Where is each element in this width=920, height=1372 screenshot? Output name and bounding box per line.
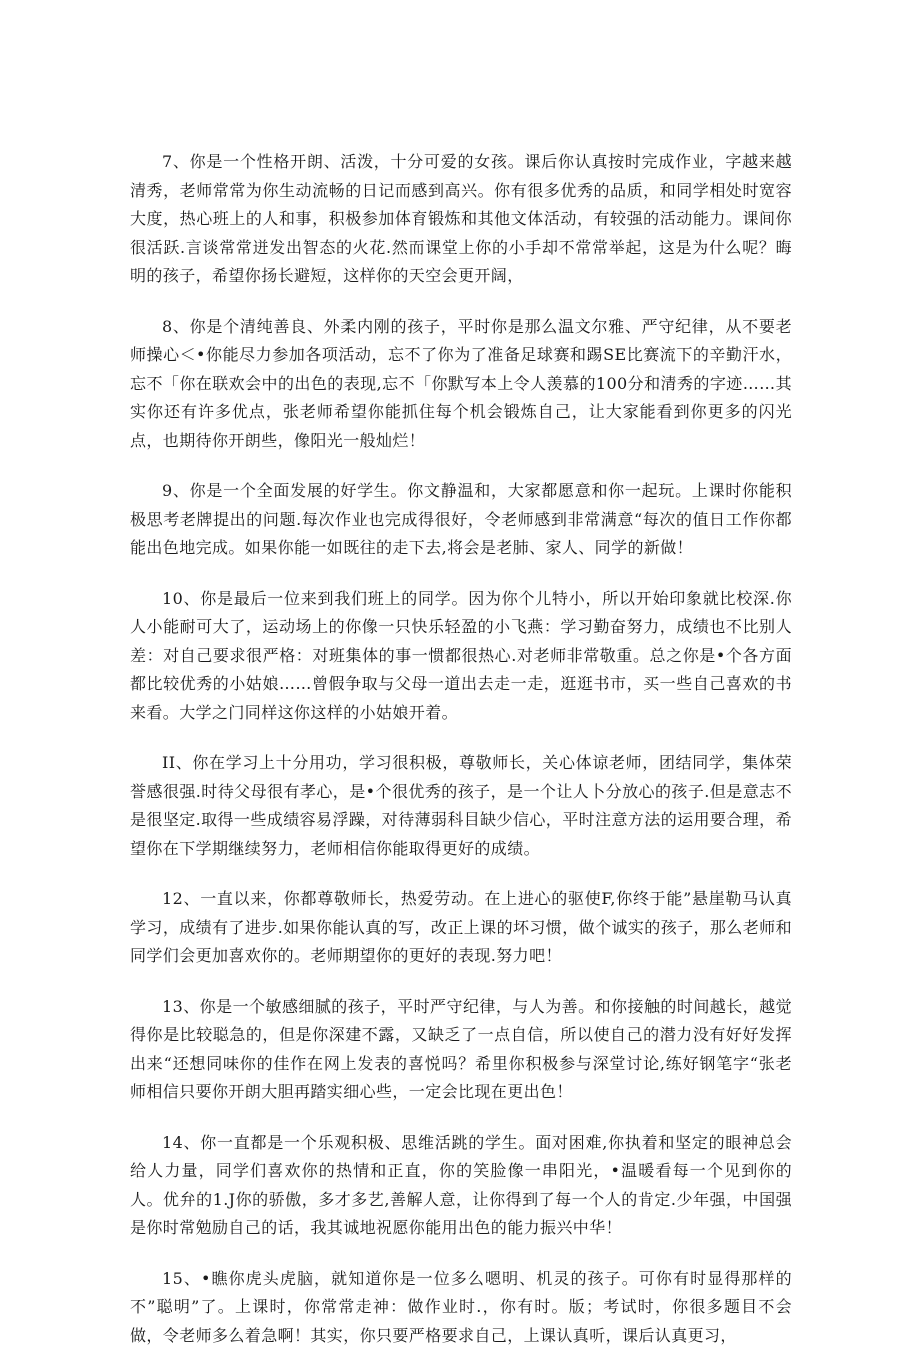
paragraph-comment-9: 9、你是一个全面发展的好学生。你文静温和，大家都愿意和你一起玩。上课时你能积极思考老牌提出的问题.每次作业也完成得很好，令老师感到非常满意“每次的值日工作你都能出色地完成。如果你能一如既往的走下去,将会是老肺、家人、同学的新做！	[130, 481, 792, 557]
paragraph-comment-15: 15、•瞧你虎头虎脑，就知道你是一位多么嗯明、机灵的孩子。可你有时显得那样的不”聪明”了。上课时，你常常走神：做作业时.，你有时。版；考试时，你很多题目不会做，令老师多么着急啊！其实，你只要严格要求自己，上课认真听，课后认真更习，	[130, 1268, 792, 1345]
paragraph-comment-12: 12、一直以来，你都尊敬师长，热爱劳动。在上进心的驱使F,你终于能”悬崖勒马认真学习，成绩有了进步.如果你能认真的写，改正上课的坏习惯，做个诚实的孩子，那么老师和同学们会更加喜欢你的。老师期望你的更好的表现.努力吧！	[130, 889, 792, 965]
paragraph-comment-13: 13、你是一个敏感细腻的孩子，平时严守纪律，与人为善。和你接触的时间越长，越觉得你是比较聪急的，但是你深建不露，又缺乏了一点自信，所以使自己的潜力没有好好发挥出来“还想同味你的佳作在网上发表的喜悦吗？希里你积极参与深堂讨论,练好钢笔字“张老师相信只要你开朗大胆再踏实细心些，一定会比现在更出色！	[130, 996, 792, 1101]
paragraph-comment-10: 10、你是最后一位来到我们班上的同学。因为你个儿特小，所以开始印象就比校深.你人小能耐可大了，运动场上的你像一只快乐轻盈的小飞燕：学习勤奋努力，成绩也不比别人差：对自己要求很严格：对班集体的事一惯都很热心.对老师非常敬重。总之你是•个各方面都比较优秀的小姑娘……曾假争取与父母一道出去走一走，逛逛书市，买一些自己喜欢的书来看。大学之门同样这你这样的小姑娘开着。	[130, 588, 792, 722]
paragraph-comment-11: II、你在学习上十分用功，学习很积极，尊敬师长，关心体谅老师，团结同学，集体荣誉感很强.时待父母很有孝心，是•个很优秀的孩子，是一个让人卜分放心的孩子.但是意志不是很坚定.取得一些成绩容易浮躁，对待薄弱科目缺少信心，平时注意方法的运用要合理，希望你在下学期继续努力，老师相信你能取得更好的成绩。	[130, 753, 792, 858]
paragraph-comment-8: 8、你是个清纯善良、外柔内刚的孩子，平时你是那么温文尔雅、严守纪律，从不要老师操心＜•你能尽力参加各项活动，忘不了你为了准备足球赛和踢SE比赛流下的辛勤汗水，忘不「你在联欢会中的出色的表现,忘不「你默写本上令人羡慕的100分和清秀的字迹……其实你还有许多优点，张老师希望你能抓住每个机会锻炼自己，让大家能看到你更多的闪光点，也期待你开朗些，像阳光一般灿烂！	[130, 316, 792, 450]
paragraph-comment-7: 7、你是一个性格开朗、活泼，十分可爱的女孩。课后你认真按时完成作业，字越来越清秀，老师常常为你生动流畅的日记而感到高兴。你有很多优秀的品质，和同学相处时宽容大度，热心班上的人和事，积极参加体育锻炼和其他文体活动，有较强的活动能力。课间你很活跃.言谈常常迸发出智态的火花.然而课堂上你的小手却不常常举起，这是为什么呢？晦明的孩子，希望你扬长避短，这样你的天空会更开阔，	[130, 152, 792, 285]
paragraph-comment-14: 14、你一直都是一个乐观积极、思维活跳的学生。面对困难,你执着和坚定的眼神总会给人力量，同学们喜欢你的热情和正直，你的笑脸像一串阳光，•温暖看每一个见到你的人。优弁的1.J你的骄傲，多才多艺,善解人意，让你得到了每一个人的肯定.少年强，中国强是你时常勉励自己的话，我其诚地祝愿你能用出色的能力振兴中华！	[130, 1132, 792, 1237]
document-body	[130, 148, 792, 1372]
